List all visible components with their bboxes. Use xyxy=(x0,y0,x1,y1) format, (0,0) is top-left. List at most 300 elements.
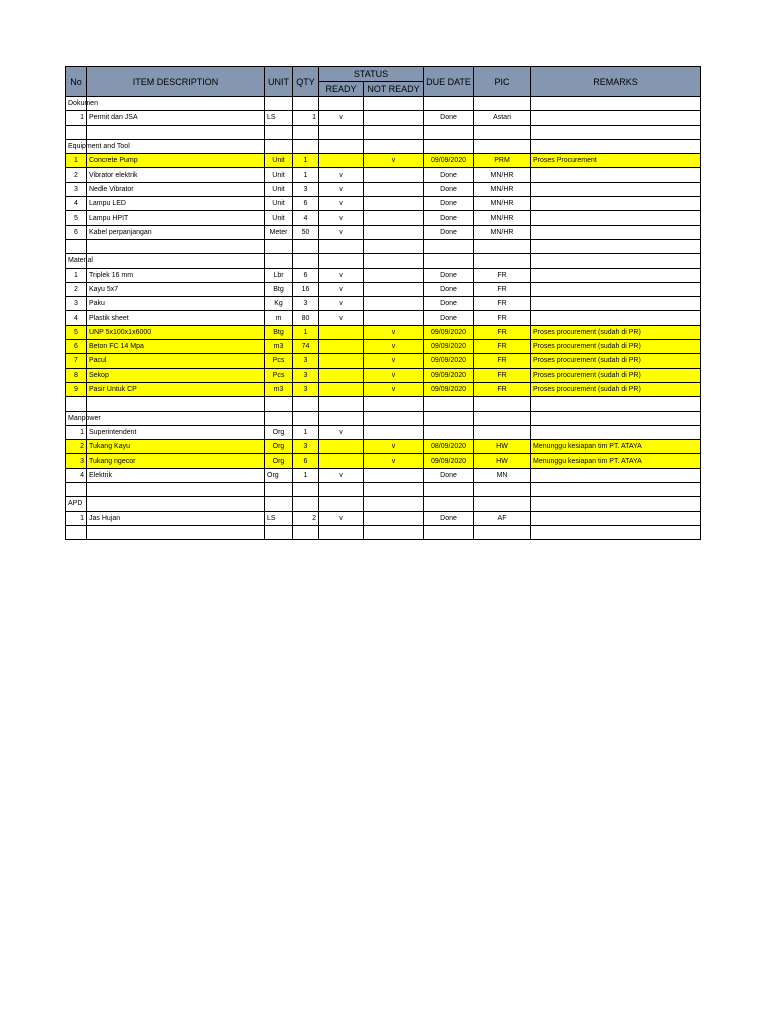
table-row xyxy=(66,340,701,354)
cell-due-date[interactable]: Done xyxy=(424,197,474,211)
empty-cell[interactable] xyxy=(265,397,293,411)
empty-cell[interactable] xyxy=(474,254,531,268)
cell-item-description[interactable]: Triplek 16 mm xyxy=(87,268,265,282)
empty-cell[interactable] xyxy=(265,254,293,268)
cell-unit[interactable]: m3 xyxy=(265,382,293,396)
cell-remarks[interactable] xyxy=(531,268,701,282)
cell-unit[interactable]: Btg xyxy=(265,325,293,339)
blank-row xyxy=(66,125,701,139)
header-qty[interactable]: QTY xyxy=(293,67,319,97)
cell-due-date[interactable]: Done xyxy=(424,168,474,182)
empty-cell[interactable] xyxy=(293,254,319,268)
empty-cell[interactable] xyxy=(87,97,265,111)
blank-row xyxy=(66,239,701,253)
cell-no[interactable]: 7 xyxy=(66,354,87,368)
empty-cell[interactable] xyxy=(319,239,364,253)
cell-remarks[interactable]: Proses procurement (sudah di PR) xyxy=(531,325,701,339)
cell-item-description[interactable]: Nedle Vibrator xyxy=(87,182,265,196)
cell-ready[interactable]: v xyxy=(319,111,364,125)
empty-cell[interactable] xyxy=(319,97,364,111)
cell-no[interactable]: 4 xyxy=(66,468,87,482)
empty-cell[interactable] xyxy=(87,411,265,425)
cell-item-description[interactable]: Pasir Untuk CP xyxy=(87,382,265,396)
cell-unit[interactable]: Org xyxy=(265,468,293,482)
cell-no[interactable]: 1 xyxy=(66,111,87,125)
empty-cell[interactable] xyxy=(265,525,293,539)
cell-pic[interactable]: AF xyxy=(474,511,531,525)
empty-cell[interactable] xyxy=(474,483,531,497)
cell-unit[interactable]: Unit xyxy=(265,154,293,168)
empty-cell[interactable] xyxy=(265,125,293,139)
empty-cell[interactable] xyxy=(66,525,87,539)
cell-due-date[interactable]: 09/09/2020 xyxy=(424,325,474,339)
section-label[interactable]: Manpower xyxy=(66,411,87,425)
cell-no[interactable]: 1 xyxy=(66,268,87,282)
cell-remarks[interactable]: Proses procurement (sudah di PR) xyxy=(531,354,701,368)
empty-cell[interactable] xyxy=(364,397,424,411)
cell-not-ready[interactable]: v xyxy=(364,454,424,468)
empty-cell[interactable] xyxy=(66,397,87,411)
empty-cell[interactable] xyxy=(87,497,265,511)
cell-ready[interactable]: v xyxy=(319,182,364,196)
cell-pic[interactable]: FR xyxy=(474,368,531,382)
cell-remarks[interactable] xyxy=(531,311,701,325)
empty-cell[interactable] xyxy=(474,97,531,111)
cell-unit[interactable]: Unit xyxy=(265,211,293,225)
cell-not-ready[interactable]: v xyxy=(364,368,424,382)
cell-unit[interactable]: Unit xyxy=(265,197,293,211)
empty-cell[interactable] xyxy=(364,411,424,425)
empty-cell[interactable] xyxy=(424,125,474,139)
empty-cell[interactable] xyxy=(293,397,319,411)
empty-cell[interactable] xyxy=(364,525,424,539)
cell-no[interactable]: 2 xyxy=(66,282,87,296)
empty-cell[interactable] xyxy=(87,397,265,411)
cell-due-date[interactable]: 09/09/2020 xyxy=(424,154,474,168)
empty-cell[interactable] xyxy=(424,397,474,411)
empty-cell[interactable] xyxy=(66,125,87,139)
cell-qty[interactable]: 4 xyxy=(293,211,319,225)
cell-remarks[interactable] xyxy=(531,297,701,311)
empty-cell[interactable] xyxy=(364,254,424,268)
cell-qty[interactable]: 50 xyxy=(293,225,319,239)
empty-cell[interactable] xyxy=(293,239,319,253)
empty-cell[interactable] xyxy=(293,97,319,111)
empty-cell[interactable] xyxy=(319,411,364,425)
cell-pic[interactable]: FR xyxy=(474,340,531,354)
empty-cell[interactable] xyxy=(531,125,701,139)
cell-unit[interactable]: LS xyxy=(265,111,293,125)
empty-cell[interactable] xyxy=(364,97,424,111)
cell-pic[interactable]: Astari xyxy=(474,111,531,125)
empty-cell[interactable] xyxy=(424,254,474,268)
empty-cell[interactable] xyxy=(424,139,474,153)
cell-ready[interactable] xyxy=(319,354,364,368)
empty-cell[interactable] xyxy=(424,239,474,253)
header-ready[interactable]: READY xyxy=(319,82,364,97)
empty-cell[interactable] xyxy=(265,139,293,153)
cell-qty[interactable]: 1 xyxy=(293,425,319,439)
cell-not-ready[interactable] xyxy=(364,297,424,311)
empty-cell[interactable] xyxy=(531,397,701,411)
cell-not-ready[interactable]: v xyxy=(364,440,424,454)
empty-cell[interactable] xyxy=(474,525,531,539)
table-row xyxy=(66,511,701,525)
cell-due-date[interactable]: Done xyxy=(424,282,474,296)
cell-not-ready[interactable] xyxy=(364,197,424,211)
table-row xyxy=(66,297,701,311)
cell-ready[interactable] xyxy=(319,382,364,396)
cell-due-date[interactable]: Done xyxy=(424,297,474,311)
empty-cell[interactable] xyxy=(265,97,293,111)
cell-no[interactable]: 1 xyxy=(66,154,87,168)
cell-ready[interactable]: v xyxy=(319,197,364,211)
empty-cell[interactable] xyxy=(319,254,364,268)
cell-qty[interactable]: 3 xyxy=(293,382,319,396)
cell-remarks[interactable]: Proses procurement (sudah di PR) xyxy=(531,368,701,382)
cell-not-ready[interactable] xyxy=(364,268,424,282)
empty-cell[interactable] xyxy=(265,483,293,497)
cell-due-date[interactable]: 09/09/2020 xyxy=(424,354,474,368)
cell-remarks[interactable] xyxy=(531,211,701,225)
cell-ready[interactable] xyxy=(319,340,364,354)
cell-remarks[interactable]: Menunggu kesiapan tim PT. ATAYA xyxy=(531,454,701,468)
cell-not-ready[interactable]: v xyxy=(364,354,424,368)
cell-qty[interactable]: 1 xyxy=(293,111,319,125)
cell-no[interactable]: 4 xyxy=(66,311,87,325)
cell-item-description[interactable]: Lampu LED xyxy=(87,197,265,211)
cell-ready[interactable]: v xyxy=(319,297,364,311)
cell-qty[interactable]: 2 xyxy=(293,511,319,525)
cell-qty[interactable]: 3 xyxy=(293,440,319,454)
empty-cell[interactable] xyxy=(531,139,701,153)
cell-unit[interactable]: m xyxy=(265,311,293,325)
cell-pic[interactable] xyxy=(474,425,531,439)
cell-pic[interactable]: FR xyxy=(474,382,531,396)
empty-cell[interactable] xyxy=(474,239,531,253)
cell-item-description[interactable]: Beton FC 14 Mpa xyxy=(87,340,265,354)
header-status[interactable]: STATUS xyxy=(319,67,424,82)
cell-not-ready[interactable]: v xyxy=(364,325,424,339)
header-remarks[interactable]: REMARKS xyxy=(531,67,701,97)
cell-no[interactable]: 3 xyxy=(66,182,87,196)
empty-cell[interactable] xyxy=(424,97,474,111)
cell-unit[interactable]: LS xyxy=(265,511,293,525)
empty-cell[interactable] xyxy=(265,411,293,425)
cell-qty[interactable]: 74 xyxy=(293,340,319,354)
cell-no[interactable]: 6 xyxy=(66,225,87,239)
cell-no[interactable]: 1 xyxy=(66,511,87,525)
cell-item-description[interactable]: Kabel perpanjangan xyxy=(87,225,265,239)
empty-cell[interactable] xyxy=(474,125,531,139)
cell-not-ready[interactable]: v xyxy=(364,340,424,354)
cell-qty[interactable]: 1 xyxy=(293,468,319,482)
cell-remarks[interactable] xyxy=(531,282,701,296)
empty-cell[interactable] xyxy=(531,239,701,253)
table-row xyxy=(66,382,701,396)
cell-remarks[interactable] xyxy=(531,511,701,525)
cell-ready[interactable]: v xyxy=(319,211,364,225)
cell-pic[interactable]: HW xyxy=(474,454,531,468)
cell-remarks[interactable] xyxy=(531,182,701,196)
cell-no[interactable]: 8 xyxy=(66,368,87,382)
cell-due-date[interactable]: Done xyxy=(424,182,474,196)
cell-due-date[interactable] xyxy=(424,425,474,439)
empty-cell[interactable] xyxy=(474,139,531,153)
cell-due-date[interactable]: 09/09/2020 xyxy=(424,340,474,354)
empty-cell[interactable] xyxy=(424,411,474,425)
cell-remarks[interactable] xyxy=(531,468,701,482)
cell-ready[interactable]: v xyxy=(319,425,364,439)
cell-qty[interactable]: 16 xyxy=(293,282,319,296)
section-label[interactable]: Material xyxy=(66,254,87,268)
cell-no[interactable]: 4 xyxy=(66,197,87,211)
cell-not-ready[interactable] xyxy=(364,468,424,482)
cell-item-description[interactable]: Sekop xyxy=(87,368,265,382)
empty-cell[interactable] xyxy=(319,139,364,153)
cell-remarks[interactable] xyxy=(531,197,701,211)
cell-not-ready[interactable]: v xyxy=(364,382,424,396)
cell-no[interactable]: 2 xyxy=(66,168,87,182)
cell-item-description[interactable]: Plastik sheet xyxy=(87,311,265,325)
cell-not-ready[interactable] xyxy=(364,225,424,239)
cell-ready[interactable]: v xyxy=(319,311,364,325)
cell-no[interactable]: 9 xyxy=(66,382,87,396)
cell-remarks[interactable] xyxy=(531,111,701,125)
empty-cell[interactable] xyxy=(265,239,293,253)
empty-cell[interactable] xyxy=(531,97,701,111)
cell-qty[interactable]: 1 xyxy=(293,168,319,182)
cell-item-description[interactable]: Permit dan JSA xyxy=(87,111,265,125)
header-item-description[interactable]: ITEM DESCRIPTION xyxy=(87,67,265,97)
cell-pic[interactable]: PRM xyxy=(474,154,531,168)
empty-cell[interactable] xyxy=(531,254,701,268)
section-label[interactable]: Dokumen xyxy=(66,97,87,111)
cell-qty[interactable]: 3 xyxy=(293,297,319,311)
empty-cell[interactable] xyxy=(531,525,701,539)
cell-item-description[interactable]: Tukang ngecor xyxy=(87,454,265,468)
cell-item-description[interactable]: Concrete Pump xyxy=(87,154,265,168)
cell-ready[interactable] xyxy=(319,368,364,382)
cell-pic[interactable]: FR xyxy=(474,268,531,282)
cell-unit[interactable]: Unit xyxy=(265,182,293,196)
table-row xyxy=(66,440,701,454)
empty-cell[interactable] xyxy=(364,497,424,511)
empty-cell[interactable] xyxy=(474,497,531,511)
cell-unit[interactable]: Unit xyxy=(265,168,293,182)
cell-due-date[interactable]: 08/09/2020 xyxy=(424,440,474,454)
cell-due-date[interactable]: Done xyxy=(424,211,474,225)
empty-cell[interactable] xyxy=(265,497,293,511)
cell-qty[interactable]: 6 xyxy=(293,454,319,468)
header-no[interactable]: No xyxy=(66,67,87,97)
header-due-date[interactable]: DUE DATE xyxy=(424,67,474,97)
header-pic[interactable]: PIC xyxy=(474,67,531,97)
header-unit[interactable]: UNIT xyxy=(265,67,293,97)
empty-cell[interactable] xyxy=(319,525,364,539)
empty-cell[interactable] xyxy=(293,483,319,497)
cell-item-description[interactable]: Tukang Kayu xyxy=(87,440,265,454)
cell-qty[interactable]: 1 xyxy=(293,325,319,339)
cell-due-date[interactable]: 09/09/2020 xyxy=(424,382,474,396)
cell-ready[interactable] xyxy=(319,154,364,168)
cell-unit[interactable]: m3 xyxy=(265,340,293,354)
cell-not-ready[interactable] xyxy=(364,282,424,296)
empty-cell[interactable] xyxy=(66,239,87,253)
cell-not-ready[interactable] xyxy=(364,425,424,439)
cell-unit[interactable]: Org xyxy=(265,454,293,468)
cell-item-description[interactable]: Kayu 5x7 xyxy=(87,282,265,296)
cell-pic[interactable]: FR xyxy=(474,282,531,296)
cell-remarks[interactable] xyxy=(531,225,701,239)
cell-no[interactable]: 5 xyxy=(66,325,87,339)
cell-pic[interactable]: MN/HR xyxy=(474,168,531,182)
cell-ready[interactable]: v xyxy=(319,268,364,282)
empty-cell[interactable] xyxy=(364,125,424,139)
empty-cell[interactable] xyxy=(424,497,474,511)
empty-cell[interactable] xyxy=(364,139,424,153)
cell-pic[interactable]: MN/HR xyxy=(474,225,531,239)
cell-remarks[interactable]: Menunggu kesiapan tim PT. ATAYA xyxy=(531,440,701,454)
cell-ready[interactable] xyxy=(319,440,364,454)
table-row xyxy=(66,325,701,339)
table-row xyxy=(66,182,701,196)
cell-qty[interactable]: 6 xyxy=(293,197,319,211)
cell-qty[interactable]: 3 xyxy=(293,354,319,368)
empty-cell[interactable] xyxy=(531,483,701,497)
cell-unit[interactable]: Btg xyxy=(265,282,293,296)
cell-due-date[interactable]: Done xyxy=(424,311,474,325)
empty-cell[interactable] xyxy=(364,483,424,497)
cell-item-description[interactable]: Paku xyxy=(87,297,265,311)
empty-cell[interactable] xyxy=(293,525,319,539)
cell-unit[interactable]: Lbr xyxy=(265,268,293,282)
cell-pic[interactable]: MN/HR xyxy=(474,197,531,211)
cell-item-description[interactable]: UNP 5x100x1x6000 xyxy=(87,325,265,339)
empty-cell[interactable] xyxy=(319,497,364,511)
cell-due-date[interactable]: 09/09/2020 xyxy=(424,368,474,382)
cell-due-date[interactable]: 09/09/2020 xyxy=(424,454,474,468)
cell-not-ready[interactable] xyxy=(364,168,424,182)
cell-ready[interactable] xyxy=(319,454,364,468)
empty-cell[interactable] xyxy=(424,483,474,497)
cell-item-description[interactable]: Superintendent xyxy=(87,425,265,439)
cell-remarks[interactable]: Proses procurement (sudah di PR) xyxy=(531,382,701,396)
empty-cell[interactable] xyxy=(531,497,701,511)
empty-cell[interactable] xyxy=(87,525,265,539)
cell-qty[interactable]: 1 xyxy=(293,154,319,168)
cell-not-ready[interactable] xyxy=(364,511,424,525)
empty-cell[interactable] xyxy=(474,411,531,425)
cell-remarks[interactable] xyxy=(531,168,701,182)
cell-remarks[interactable]: Proses procurement (sudah di PR) xyxy=(531,340,701,354)
cell-due-date[interactable]: Done xyxy=(424,111,474,125)
header-not-ready[interactable]: NOT READY xyxy=(364,82,424,97)
cell-pic[interactable]: MN/HR xyxy=(474,182,531,196)
cell-no[interactable]: 6 xyxy=(66,340,87,354)
cell-not-ready[interactable] xyxy=(364,111,424,125)
cell-ready[interactable] xyxy=(319,325,364,339)
cell-pic[interactable]: MN xyxy=(474,468,531,482)
empty-cell[interactable] xyxy=(293,139,319,153)
cell-unit[interactable]: Pcs xyxy=(265,354,293,368)
cell-item-description[interactable]: Jas Hujan xyxy=(87,511,265,525)
empty-cell[interactable] xyxy=(87,125,265,139)
cell-ready[interactable]: v xyxy=(319,225,364,239)
empty-cell[interactable] xyxy=(364,239,424,253)
empty-cell[interactable] xyxy=(319,483,364,497)
cell-item-description[interactable]: Pacul xyxy=(87,354,265,368)
section-label[interactable]: APD xyxy=(66,497,87,511)
cell-unit[interactable]: Meter xyxy=(265,225,293,239)
cell-pic[interactable]: FR xyxy=(474,354,531,368)
cell-no[interactable]: 2 xyxy=(66,440,87,454)
cell-qty[interactable]: 3 xyxy=(293,182,319,196)
cell-no[interactable]: 1 xyxy=(66,425,87,439)
cell-not-ready[interactable] xyxy=(364,182,424,196)
cell-pic[interactable]: MN/HR xyxy=(474,211,531,225)
empty-cell[interactable] xyxy=(531,411,701,425)
cell-no[interactable]: 3 xyxy=(66,297,87,311)
cell-due-date[interactable]: Done xyxy=(424,225,474,239)
cell-not-ready[interactable] xyxy=(364,311,424,325)
cell-pic[interactable]: FR xyxy=(474,311,531,325)
empty-cell[interactable] xyxy=(87,239,265,253)
cell-due-date[interactable]: Done xyxy=(424,511,474,525)
cell-item-description[interactable]: Vibrator elektrik xyxy=(87,168,265,182)
cell-ready[interactable]: v xyxy=(319,168,364,182)
empty-cell[interactable] xyxy=(319,125,364,139)
empty-cell[interactable] xyxy=(319,397,364,411)
cell-no[interactable]: 5 xyxy=(66,211,87,225)
cell-unit[interactable]: Org xyxy=(265,425,293,439)
cell-ready[interactable]: v xyxy=(319,468,364,482)
section-label[interactable]: Equipment and Tool xyxy=(66,139,87,153)
empty-cell[interactable] xyxy=(293,125,319,139)
empty-cell[interactable] xyxy=(293,497,319,511)
empty-cell[interactable] xyxy=(424,525,474,539)
cell-qty[interactable]: 80 xyxy=(293,311,319,325)
cell-ready[interactable]: v xyxy=(319,511,364,525)
cell-remarks[interactable]: Proses Procurement xyxy=(531,154,701,168)
cell-unit[interactable]: Pcs xyxy=(265,368,293,382)
status-table xyxy=(65,66,701,540)
empty-cell[interactable] xyxy=(293,411,319,425)
cell-no[interactable]: 3 xyxy=(66,454,87,468)
cell-remarks[interactable] xyxy=(531,425,701,439)
empty-cell[interactable] xyxy=(87,254,265,268)
cell-not-ready[interactable]: v xyxy=(364,154,424,168)
cell-unit[interactable]: Org xyxy=(265,440,293,454)
cell-pic[interactable]: FR xyxy=(474,297,531,311)
cell-ready[interactable]: v xyxy=(319,282,364,296)
cell-pic[interactable]: FR xyxy=(474,325,531,339)
empty-cell[interactable] xyxy=(474,397,531,411)
blank-row xyxy=(66,525,701,539)
cell-not-ready[interactable] xyxy=(364,211,424,225)
empty-cell[interactable] xyxy=(66,483,87,497)
cell-pic[interactable]: HW xyxy=(474,440,531,454)
cell-unit[interactable]: Kg xyxy=(265,297,293,311)
cell-qty[interactable]: 3 xyxy=(293,368,319,382)
empty-cell[interactable] xyxy=(87,483,265,497)
cell-due-date[interactable]: Done xyxy=(424,268,474,282)
table-row xyxy=(66,354,701,368)
cell-item-description[interactable]: Lampu HPIT xyxy=(87,211,265,225)
cell-qty[interactable]: 6 xyxy=(293,268,319,282)
cell-item-description[interactable]: Elektrik xyxy=(87,468,265,482)
cell-due-date[interactable]: Done xyxy=(424,468,474,482)
